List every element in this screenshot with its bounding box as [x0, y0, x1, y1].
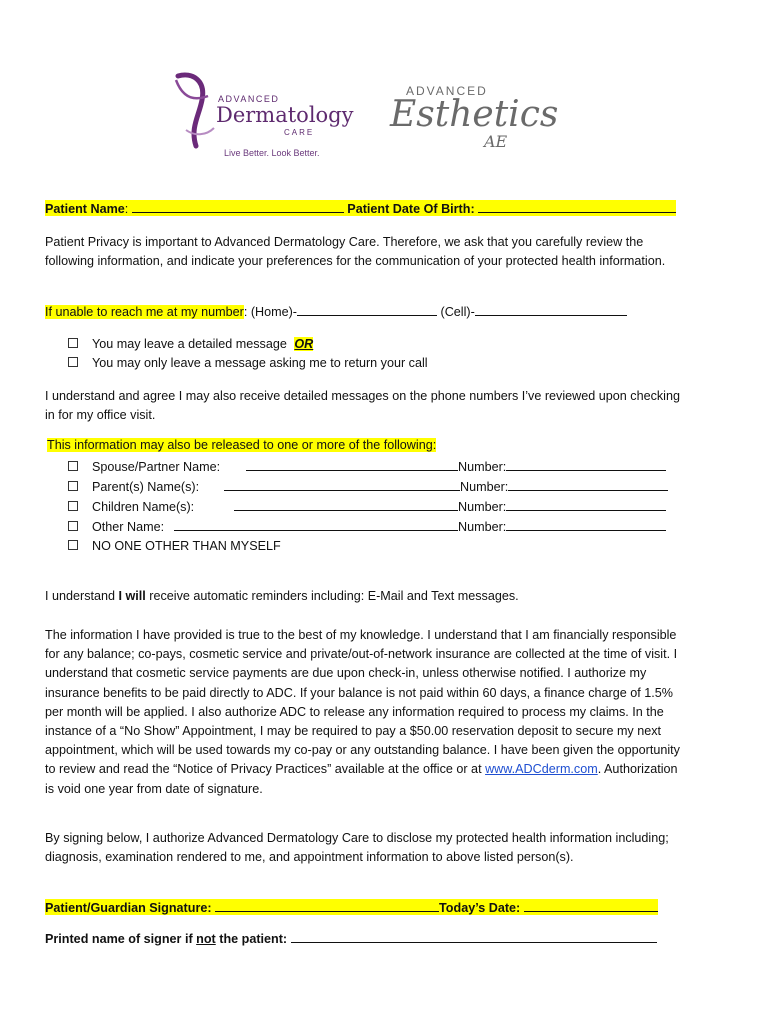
- children-checkbox[interactable]: [68, 501, 78, 511]
- cell-phone-field[interactable]: [475, 303, 627, 316]
- other-number-field[interactable]: [506, 518, 666, 531]
- detailed-message-label: You may leave a detailed message: [92, 337, 287, 351]
- date-field[interactable]: [524, 899, 658, 912]
- spouse-number-field[interactable]: [506, 458, 666, 471]
- i-will-text: I will: [118, 589, 146, 603]
- adc-care-text: CARE: [284, 128, 315, 137]
- other-label: Other Name:: [92, 520, 165, 534]
- date-label: Today’s Date:: [439, 901, 524, 915]
- or-label: OR: [294, 337, 314, 351]
- esthetics-name-text: Esthetics: [390, 94, 559, 135]
- cell-label: (Cell)-: [440, 305, 475, 319]
- privacy-intro: Patient Privacy is important to Advanced Dermatology Care. Therefore, we ask that you carefully review the following information, and indicate your preferences for the communication of your protected health information.: [45, 235, 666, 269]
- adc-dermatology-text: Dermatology: [216, 103, 354, 127]
- home-label: (Home)-: [250, 305, 297, 319]
- other-checkbox[interactable]: [68, 521, 78, 531]
- callback-message-checkbox[interactable]: [68, 357, 78, 367]
- not-text: not: [196, 932, 216, 946]
- patient-name-label: Patient Name: [45, 202, 125, 216]
- parents-name-field[interactable]: [224, 478, 460, 491]
- agree-text: I understand and agree I may also receive detailed messages on the phone numbers I’ve reviewed upon checking in for my office visit.: [45, 389, 680, 423]
- esthetics-monogram: AE: [484, 132, 508, 151]
- esthetics-advanced-text: ADVANCED: [406, 84, 488, 98]
- release-none-item: [68, 539, 281, 553]
- reach-label: If unable to reach me at my number: [45, 305, 244, 319]
- adc-tagline: Live Better. Look Better.: [224, 148, 320, 158]
- patient-dob-label: Patient Date Of Birth:: [347, 202, 475, 216]
- patient-name-field[interactable]: [132, 200, 344, 213]
- no-one-checkbox[interactable]: [68, 540, 78, 550]
- release-heading: This information may also be released to one or more of the following:: [47, 438, 437, 452]
- printed-name-line: Printed name of signer if not the patient:: [45, 930, 657, 946]
- option-detailed: [68, 337, 313, 351]
- other-name-field[interactable]: [174, 518, 458, 531]
- option-callback: [68, 356, 428, 370]
- children-label: Children Name(s):: [92, 500, 195, 514]
- adcderm-link[interactable]: www.ADCderm.com: [485, 762, 598, 777]
- reach-line: If unable to reach me at my number: (Home)- (Cell)-: [45, 303, 627, 319]
- other-number-label: Number:: [458, 520, 507, 534]
- spouse-number-label: Number:: [458, 460, 507, 474]
- signature-field[interactable]: [215, 899, 439, 912]
- spouse-label: Spouse/Partner Name:: [92, 460, 221, 474]
- children-name-field[interactable]: [234, 498, 458, 511]
- release-item: [68, 478, 668, 494]
- adc-advanced-text: ADVANCED: [218, 94, 280, 104]
- parents-number-label: Number:: [460, 480, 509, 494]
- children-number-label: Number:: [458, 500, 507, 514]
- spouse-name-field[interactable]: [246, 458, 458, 471]
- home-phone-field[interactable]: [297, 303, 437, 316]
- children-number-field[interactable]: [506, 498, 666, 511]
- callback-message-label: You may only leave a message asking me to return your call: [92, 356, 428, 370]
- adc-swoosh-icon: [172, 70, 216, 150]
- signature-label: Patient/Guardian Signature:: [45, 901, 216, 915]
- esthetics-logo: [390, 82, 590, 157]
- parents-checkbox[interactable]: [68, 481, 78, 491]
- signing-authorization: By signing below, I authorize Advanced Dermatology Care to disclose my protected health information including; diagnosis, examination rendered to me, and appointment information to above listed person(s).: [45, 831, 669, 865]
- release-item: [68, 458, 666, 474]
- patient-dob-field[interactable]: [478, 200, 676, 213]
- financial-paragraph: The information I have provided is true to the best of my knowledge. I understand that I am financially responsible for any balance; co-pays, cosmetic service and private/out-of-network insurance are collected at the time of visit. I understand that cosmetic service payments are due upon check-in, unless otherwise notified. I authorize my insurance benefits to be paid directly to ADC. If your balance is not paid within 60 days, a finance charge of 1.5% per month will be applied. I also authorize ADC to release any information required to process my claims. In the instance of a “No Show” Appointment, I may be required to pay a $50.00 reservation deposit to secure my next appointment, which will be used towards my co-pay or any outstanding balance. I have been given the opportunity to review and read the “Notice of Privacy Practices” available at the office or at www.ADCderm.com. Authorization is void one year from date of signature.: [45, 628, 680, 796]
- patient-info-line: Patient Name: Patient Date Of Birth:: [45, 200, 676, 216]
- parents-label: Parent(s) Name(s):: [92, 480, 200, 494]
- spouse-checkbox[interactable]: [68, 461, 78, 471]
- release-item: [68, 518, 666, 534]
- printed-name-field[interactable]: [291, 930, 657, 943]
- parents-number-field[interactable]: [508, 478, 668, 491]
- no-one-label: NO ONE OTHER THAN MYSELF: [92, 539, 281, 553]
- adc-logo: [172, 70, 367, 165]
- reminders-text: I understand I will receive automatic reminders including: E-Mail and Text messages.: [45, 589, 519, 603]
- release-item: [68, 498, 666, 514]
- detailed-message-checkbox[interactable]: [68, 338, 78, 348]
- signature-line: [45, 899, 658, 915]
